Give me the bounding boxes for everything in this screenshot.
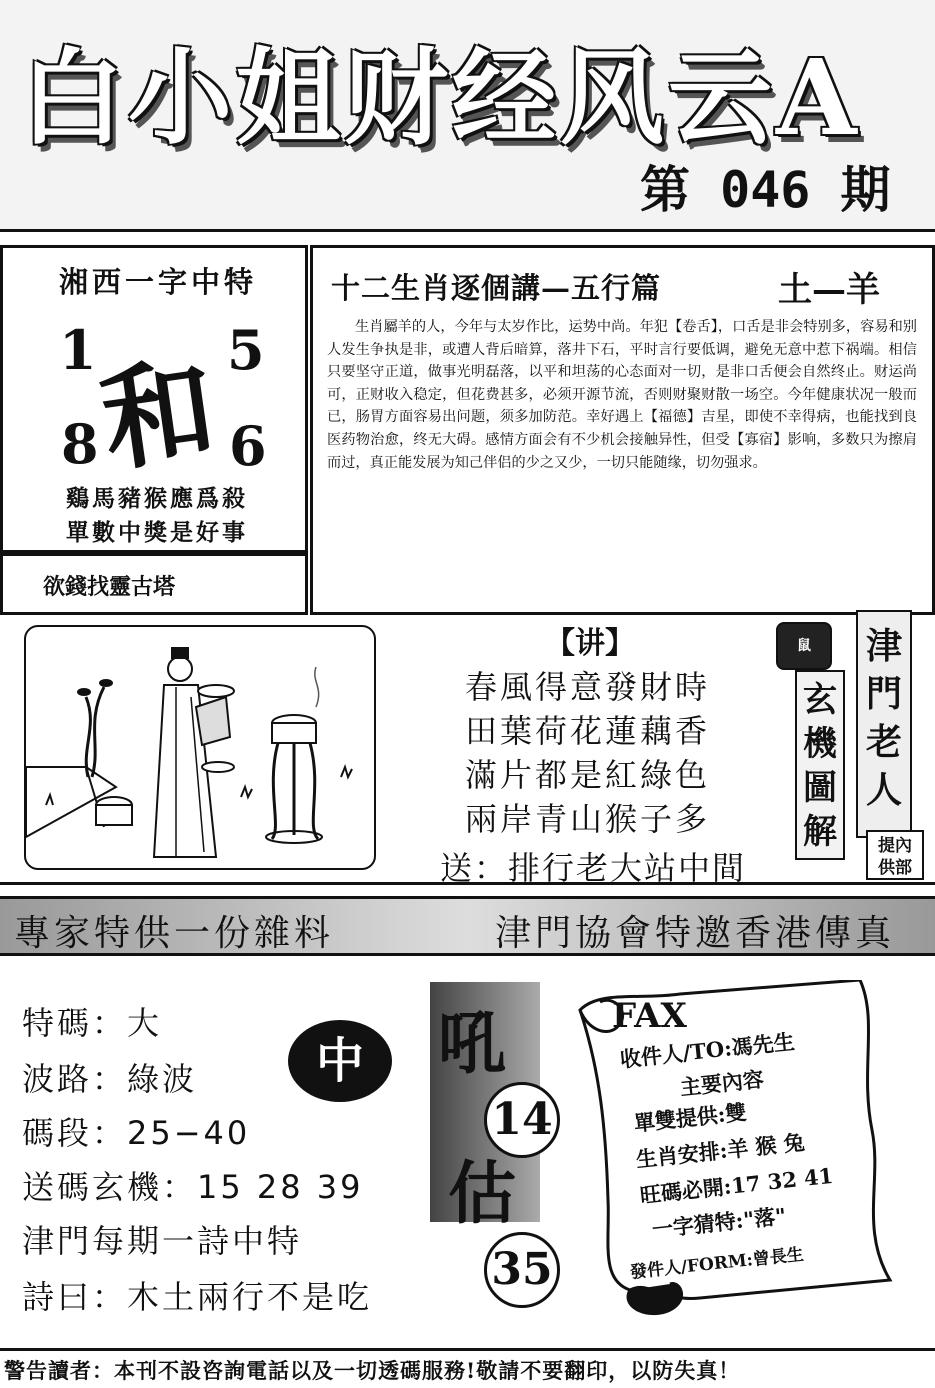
poem-line: 春風得意發財時 xyxy=(465,668,711,706)
info-value: 15 28 39 xyxy=(197,1168,364,1206)
laoren-char: 津 xyxy=(865,625,902,667)
lucky-box xyxy=(0,245,308,553)
poem-heading: 【讲】 xyxy=(545,626,635,661)
info-label: 波路： xyxy=(22,1060,128,1098)
fax-wangma: 旺碼必開:17 32 41 xyxy=(638,1162,835,1208)
xuanji-char: 玄 xyxy=(803,680,837,720)
xuanji-char: 解 xyxy=(803,812,837,852)
zodiac-body: 生肖屬羊的人，今年与太岁作比，运势中尚。年犯【卷舌】，口舌是非会特别多，容易和别人发生争执是非，或遭人背后暗算，落井下石，平时言行要低调，避免无意中惹下祸端。相信只要坚守正道，做事光明磊落，以平和坦荡的心态面对一切，是非口舌便会自然终止。财运尚可，正财收入稳定，但花费甚多，必须开源节流，否则财聚财散一场空。今年健康状况一般而已，肠胃方面容易出问题，须多加防范。幸好遇上【福德】吉星，即使不幸得病，也能找到良医药物治愈，终无大碍。感情方面会有不少机会接触异性，但受【寡宿】影响，多数只为擦肩而过，真正能发展为知己伴侣的少之又少，一切只能随缘，切勿强求。 xyxy=(327,319,917,471)
lucky-number: 5 xyxy=(227,318,265,382)
fax-danshuang: 單雙提供:雙 xyxy=(632,1099,748,1136)
rat-badge-icon: 鼠 xyxy=(776,622,832,670)
fax-content: 主要內容 xyxy=(678,1066,765,1100)
info-maduan xyxy=(22,1108,250,1154)
laoren-column xyxy=(856,610,912,838)
scholar-illustration xyxy=(24,625,376,870)
info-value: 木土兩行不是吃 xyxy=(127,1278,373,1316)
gu-number: 35 xyxy=(484,1232,560,1308)
info-label: 詩曰： xyxy=(22,1278,128,1316)
masthead-title: 白小姐财经风云A xyxy=(20,36,861,159)
zhong-logo-icon: 中 xyxy=(288,1020,392,1102)
hou-char: 吼 xyxy=(438,1004,507,1084)
hou-number: 14 xyxy=(484,1082,560,1158)
gu-char: 估 xyxy=(448,1154,517,1234)
info-value: 大 xyxy=(127,1004,163,1042)
tigong-line: 供部 xyxy=(878,858,912,878)
lucky-big-char: 和 xyxy=(94,342,224,488)
lucky-number: 6 xyxy=(229,414,267,478)
info-label: 特碼： xyxy=(22,1004,128,1042)
poem-gift: 送：排行老大站中間 xyxy=(440,849,747,887)
info-label: 碼段： xyxy=(22,1114,128,1152)
info-songma xyxy=(22,1162,364,1208)
info-tema xyxy=(22,998,162,1044)
zodiac-sign: 土—羊 xyxy=(778,270,880,310)
tigong-label xyxy=(866,830,924,880)
poem-line: 田葉荷花蓮藕香 xyxy=(465,712,711,750)
info-bolu xyxy=(22,1054,197,1100)
lucky-line: 單數中獎是好事 xyxy=(66,519,248,546)
xuanji-column xyxy=(795,670,845,860)
section-banner xyxy=(0,896,935,956)
tigong-line: 提內 xyxy=(878,836,912,856)
xuanji-char: 機 xyxy=(803,724,837,764)
banner-left-text: 專家特供一份雜料 xyxy=(14,913,335,954)
info-label: 送碼玄機： xyxy=(22,1168,198,1206)
poem-line: 滿片都是紅綠色 xyxy=(465,756,711,794)
laoren-char: 老 xyxy=(865,721,902,763)
laoren-char: 門 xyxy=(865,673,902,715)
info-poem-line: 津門每期一詩中特 xyxy=(22,1222,303,1260)
find-box xyxy=(0,553,308,615)
fax-from: 發件人/FORM:曾長生 xyxy=(629,1244,805,1283)
info-value: 25−40 xyxy=(127,1114,251,1152)
fax-to: 收件人/TO:馮先生 xyxy=(618,1028,796,1072)
banner-right-text: 津門協會特邀香港傳真 xyxy=(495,913,896,954)
laoren-char: 人 xyxy=(865,769,902,811)
zodiac-article xyxy=(310,245,935,615)
find-text: 欲錢找靈古塔 xyxy=(43,574,176,600)
footer-warning xyxy=(0,1348,935,1388)
poem-line: 兩岸青山猴子多 xyxy=(465,800,711,838)
zodiac-title: 十二生肖逐個講—五行篇 xyxy=(331,271,662,305)
scholar-drawing xyxy=(26,627,376,870)
lucky-heading: 湘西一字中特 xyxy=(58,265,257,299)
info-value: 綠波 xyxy=(127,1060,198,1098)
lucky-line: 鷄馬豬猴應爲殺 xyxy=(66,485,248,512)
info-shi xyxy=(22,1272,372,1318)
footer-text: 警告讀者：本刊不設咨詢電話以及一切透碼服務!敬請不要翻印，以防失真！ xyxy=(4,1358,741,1383)
xuanji-char: 圖 xyxy=(803,768,837,808)
fax-shengxiao: 生肖安排:羊 猴 兔 xyxy=(634,1129,806,1172)
lucky-number: 1 xyxy=(59,318,97,382)
issue-number: 第 046 期 xyxy=(640,161,891,219)
fax-yizi: 一字猜特:"落" xyxy=(650,1202,788,1242)
lucky-number: 8 xyxy=(61,412,99,476)
fax-title: FAX xyxy=(612,996,687,1036)
